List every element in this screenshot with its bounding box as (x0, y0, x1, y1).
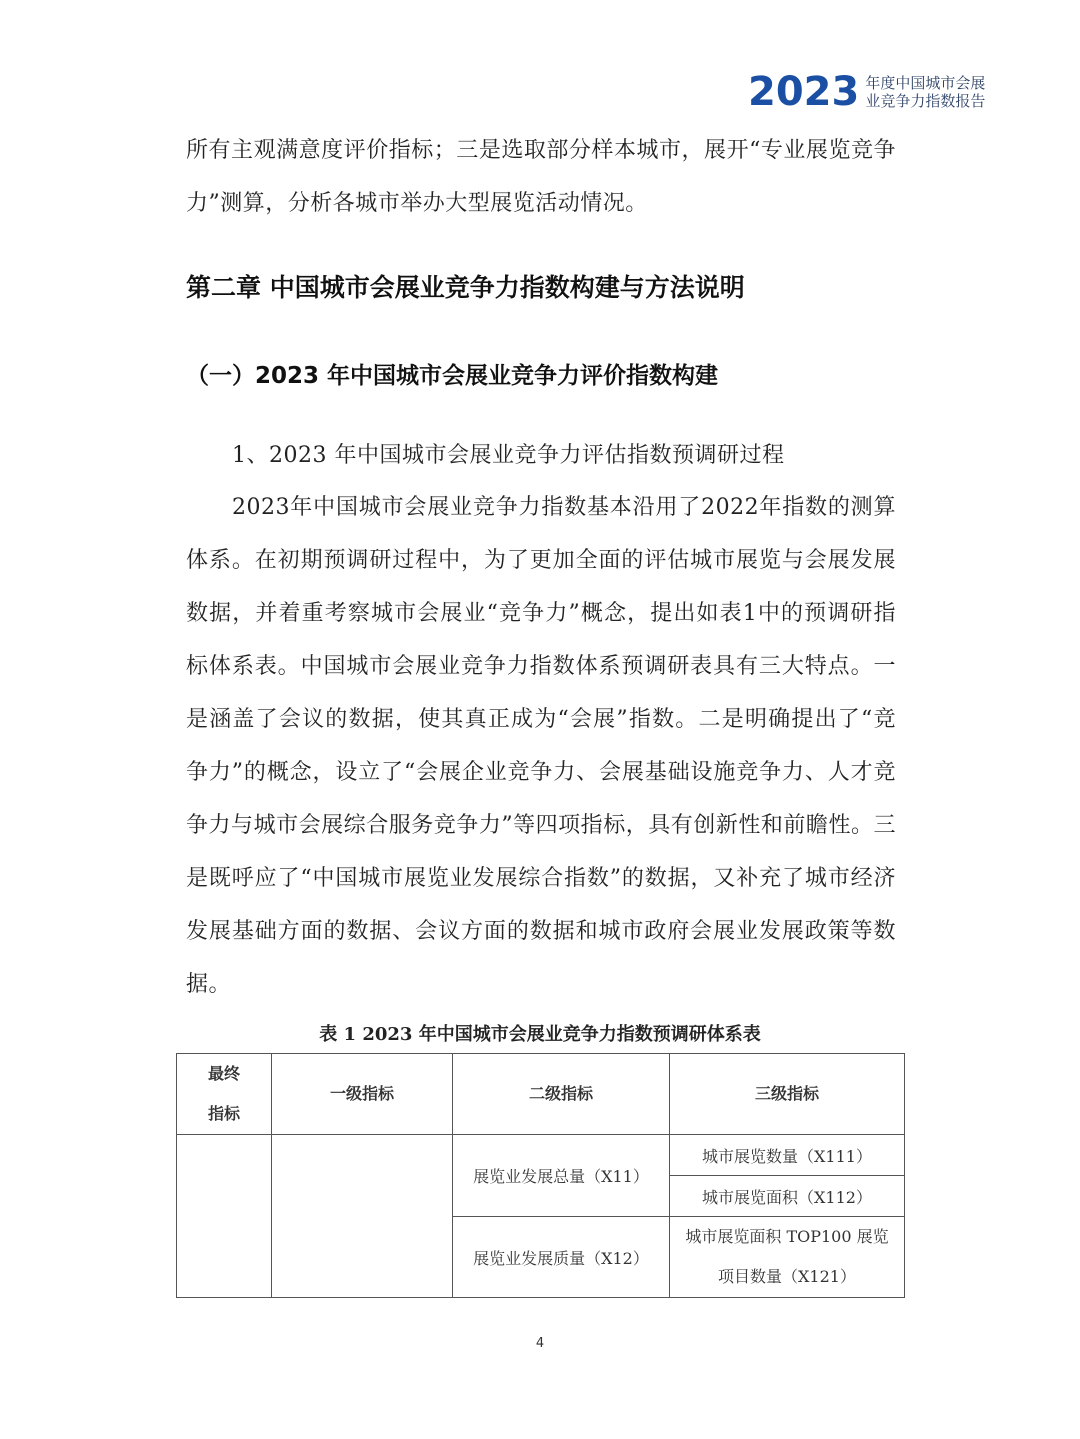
header-level2: 二级指标 (453, 1054, 670, 1135)
header-level3: 三级指标 (670, 1054, 905, 1135)
final-indicator-cell (177, 1135, 272, 1298)
section-title: （一）2023 年中国城市会展业竞争力评价指数构建 (186, 363, 719, 389)
main-paragraph: 2023年中国城市会展业竞争力指数基本沿用了2022年指数的测算体系。在初期预调研过程中，为了更加全面的评估城市展览与会展发展数据，并着重考察城市会展业“竞争力”概念，提出如表1中的预调研指标体系表。中国城市会展业竞争力指数体系预调研表具有三大特点。一是涵盖了会议的数据，使其真正成为“会展”指数。二是明确提出了“竞争力”的概念，设立了“会展企业竞争力、会展基础设施竞争力、人才竞争力与城市会展综合服务竞争力”等四项指标，具有创新性和前瞻性。三是既呼应了“中国城市展览业发展综合指数”的数据，又补充了城市经济发展基础方面的数据、会议方面的数据和城市政府会展业发展政策等数据。 (186, 495, 896, 997)
chapter-title: 第二章 中国城市会展业竞争力指数构建与方法说明 (186, 273, 745, 302)
level2-x12: 展览业发展质量（X12） (453, 1217, 670, 1298)
logo-title-line1: 年度中国城市会展 (865, 74, 986, 92)
level2-x11: 展览业发展总量（X11） (453, 1135, 670, 1217)
level3-x111: 城市展览数量（X111） (670, 1135, 905, 1176)
report-logo (748, 70, 985, 114)
logo-year: 2023 (748, 69, 860, 115)
page-number: 4 (535, 1336, 545, 1351)
table-caption: 表 1 2023 年中国城市会展业竞争力指数预调研体系表 (319, 1024, 761, 1045)
level3-x112: 城市展览面积（X112） (670, 1176, 905, 1217)
subsection-title: 1、2023 年中国城市会展业竞争力评估指数预调研过程 (232, 443, 785, 468)
logo-title-line2: 业竞争力指数报告 (865, 92, 986, 110)
level1-cell (272, 1135, 453, 1298)
level3-x121: 城市展览面积 TOP100 展览 项目数量（X121） (670, 1217, 905, 1298)
header-level1: 一级指标 (272, 1054, 453, 1135)
table-header-row (177, 1054, 905, 1135)
header-final-indicator: 最终 指标 (177, 1054, 272, 1135)
logo-title (865, 74, 985, 110)
table-row (177, 1135, 905, 1176)
intro-paragraph: 所有主观满意度评价指标；三是选取部分样本城市，展开“专业展览竞争力”测算，分析各城市举办大型展览活动情况。 (186, 138, 896, 216)
indicator-table (176, 1053, 905, 1298)
